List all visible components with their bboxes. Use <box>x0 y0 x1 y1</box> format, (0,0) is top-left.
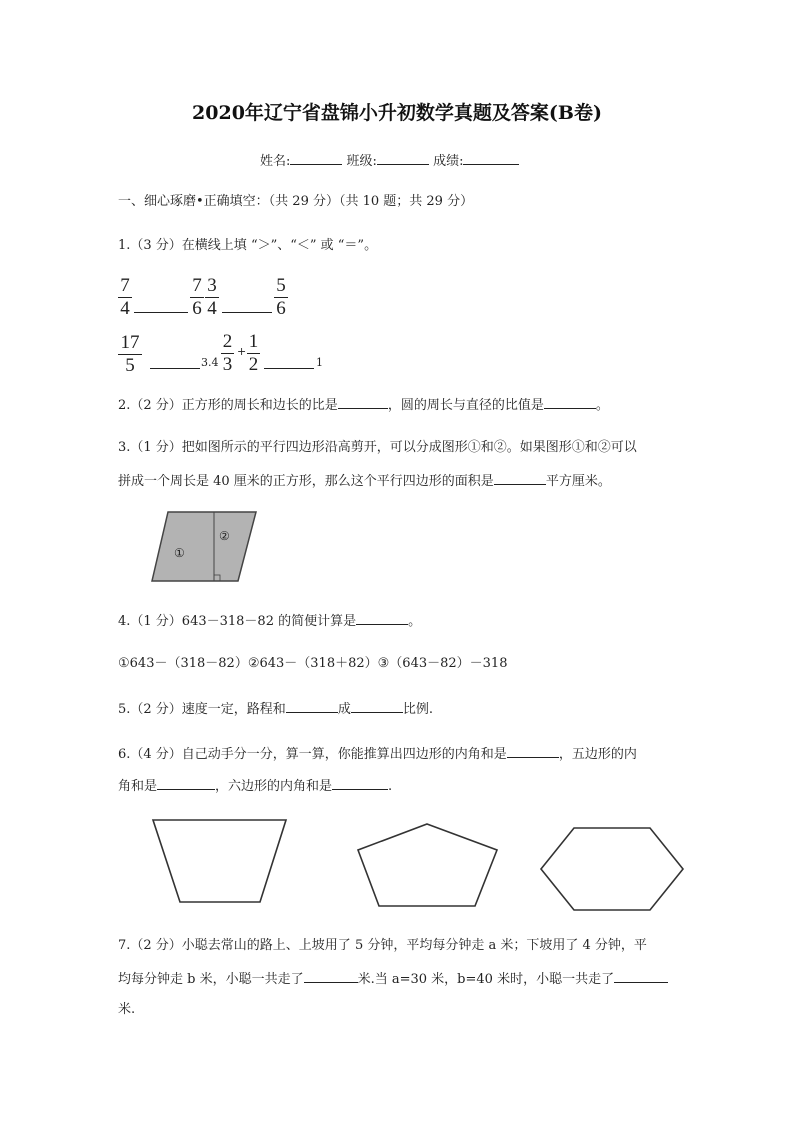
q1-blank-3[interactable] <box>150 356 200 369</box>
q5-blank-1[interactable] <box>286 700 338 713</box>
section-heading: 一、细心琢磨•正确填空：（共 29 分）（共 10 题；共 29 分） <box>118 194 474 209</box>
name-blank[interactable] <box>290 152 342 165</box>
quadrilateral-figure <box>150 818 290 904</box>
figure-label-1: ① <box>174 546 185 560</box>
q6-blank-2[interactable] <box>157 777 215 790</box>
question-3-line-1: 3.（1 分）把如图所示的平行四边形沿高剪开，可以分成图形①和②。如果图形①和②可以 <box>118 440 637 455</box>
class-label: 班级: <box>346 154 377 169</box>
q2-blank-2[interactable] <box>544 396 596 409</box>
question-6-line-1: 6.（4 分）自己动手分一分，算一算，你能推算出四边形的内角和是 ，五边形的内 <box>118 747 637 762</box>
parallelogram-figure <box>150 510 260 584</box>
q5-blank-2[interactable] <box>351 700 403 713</box>
score-label: 成绩: <box>433 154 464 169</box>
q1-blank-4[interactable] <box>264 356 314 369</box>
class-blank[interactable] <box>377 152 429 165</box>
q7-blank-1[interactable] <box>304 970 358 983</box>
q1-blank-2[interactable] <box>222 300 272 313</box>
score-blank[interactable] <box>463 152 519 165</box>
figure-label-2: ② <box>219 529 230 543</box>
student-info <box>260 152 519 170</box>
question-3-line-2: 拼成一个周长是 40 厘米的正方形，那么这个平行四边形的面积是 平方厘米。 <box>118 474 611 489</box>
question-1-text: 1.（3 分）在横线上填 “＞”、“＜” 或 “＝”。 <box>118 238 378 253</box>
fraction-3-4: 3 4 <box>205 276 219 319</box>
q7-blank-2[interactable] <box>614 970 668 983</box>
hexagon-figure <box>538 826 686 912</box>
q2-blank-1[interactable] <box>338 396 388 409</box>
name-label: 姓名: <box>260 154 291 169</box>
pentagon-figure <box>355 822 500 908</box>
q3-blank[interactable] <box>494 472 546 485</box>
fraction-5-6: 5 6 <box>274 276 288 319</box>
q4-blank[interactable] <box>356 612 408 625</box>
page-title: 2020年辽宁省盘锦小升初数学真题及答案(B卷) <box>192 102 602 124</box>
question-5: 5.（2 分）速度一定，路程和 成 比例. <box>118 702 433 717</box>
question-7-line-3: 米. <box>118 1002 136 1017</box>
q1-blank-1[interactable] <box>134 300 188 313</box>
fraction-1-2: 1 2 <box>248 331 259 375</box>
fraction-2-3: 2 3 <box>222 331 233 375</box>
q6-blank-3[interactable] <box>332 777 388 790</box>
question-6-line-2: 角和是 ，六边形的内角和是 . <box>118 779 393 794</box>
question-4: 4.（1 分）643－318－82 的简便计算是 。 <box>118 614 422 629</box>
plus-sign: + <box>237 345 247 358</box>
value-1: 1 <box>316 356 323 369</box>
question-2: 2.（2 分）正方形的周长和边长的比是 ，圆的周长与直径的比值是 。 <box>118 398 609 413</box>
question-4-options: ①643－（318－82）②643－（318＋82）③（643－82）－318 <box>118 656 508 671</box>
value-3-4: 3.4 <box>201 356 219 369</box>
question-7-line-1: 7.（2 分）小聪去常山的路上、上坡用了 5 分钟，平均每分钟走 a 米；下坡用了 4 分钟，平 <box>118 938 647 953</box>
fraction-7-6: 7 6 <box>190 276 204 319</box>
q6-blank-1[interactable] <box>507 745 559 758</box>
question-7-line-2: 均每分钟走 b 米，小聪一共走了 米.当 a=30 米，b=40 米时，小聪一共走了 <box>118 970 668 988</box>
fraction-7-4: 7 4 <box>118 276 132 319</box>
fraction-17-5: 17 5 <box>118 333 142 376</box>
